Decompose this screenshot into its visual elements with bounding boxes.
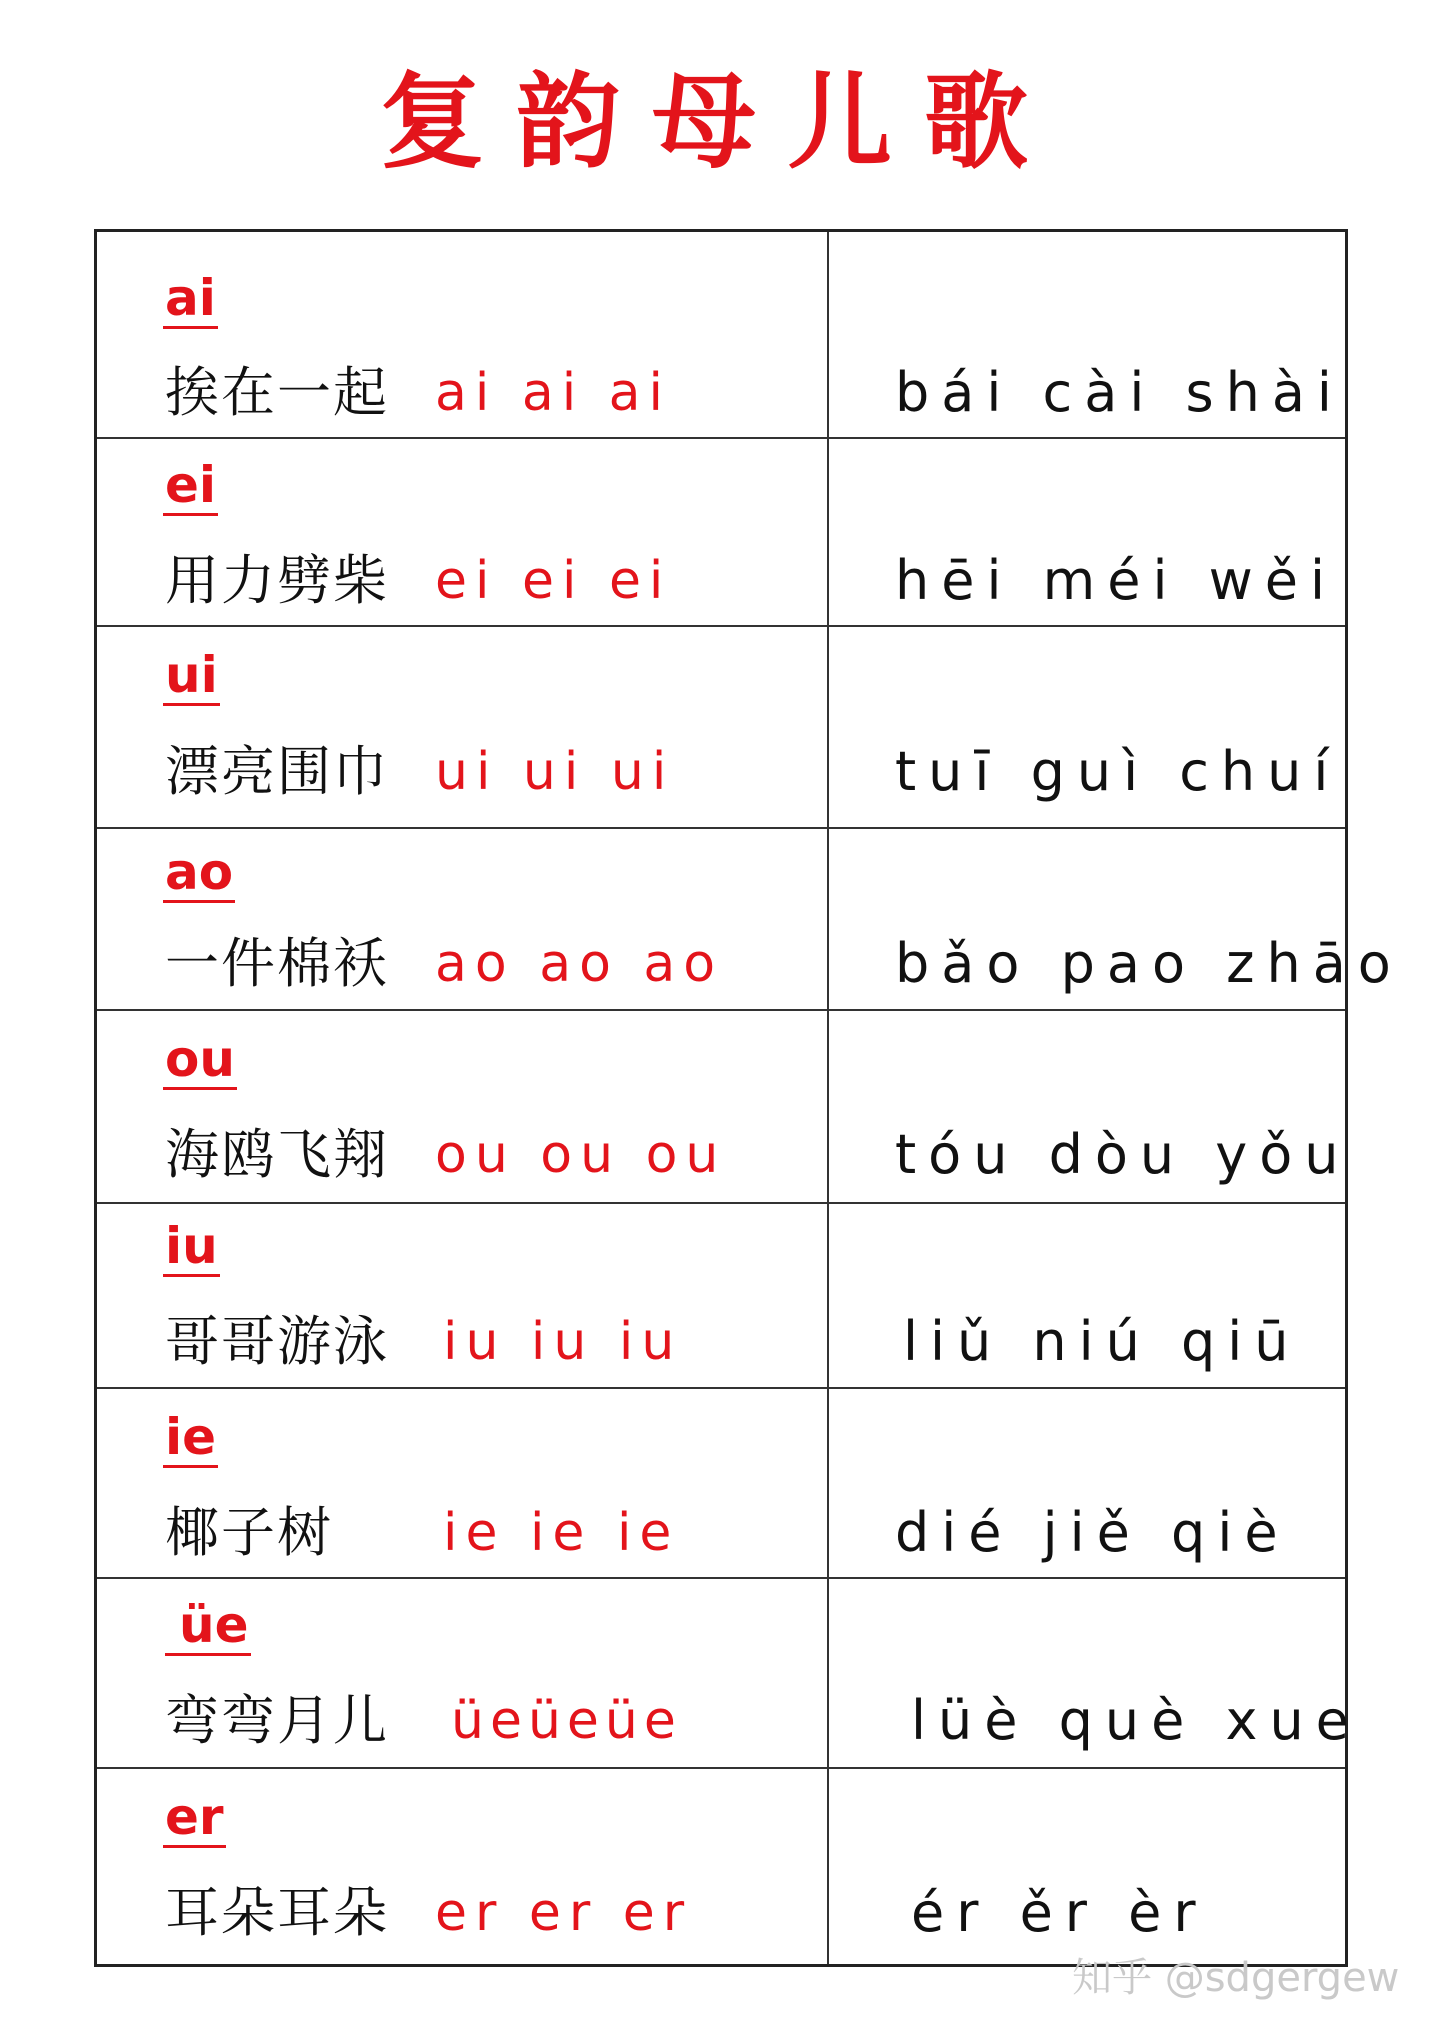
rhyme-label: üe <box>165 1597 251 1656</box>
rhyme-label: ai <box>165 269 216 327</box>
table-row <box>97 1579 1361 1769</box>
rhyme-label: iu <box>165 1217 218 1275</box>
rhyme-label: ou <box>165 1030 235 1088</box>
rhyme-label: ui <box>165 646 218 704</box>
rhyme-repeat: ie ie ie <box>443 1503 680 1563</box>
pinyin-examples: lüè què xue <box>911 1689 1361 1752</box>
chinese-phrase: 海鸥飞翔 <box>165 1123 389 1186</box>
chinese-phrase: 弯弯月儿 <box>165 1689 389 1752</box>
rhyme-repeat: ei ei ei <box>435 551 672 611</box>
pinyin-examples: dié jiě qiè <box>895 1501 1290 1564</box>
rhyme-repeat: ai ai ai <box>435 363 671 423</box>
rhyme-repeat: iu iu iu <box>443 1312 683 1372</box>
rhyme-label: er <box>165 1788 224 1846</box>
table-row <box>97 232 1345 439</box>
pinyin-examples: liǔ niú qiū <box>903 1310 1301 1373</box>
chinese-phrase: 漂亮围巾 <box>165 740 389 803</box>
pinyin-examples: tuī guì chuí <box>895 740 1341 803</box>
pinyin-examples: bǎo pao zhāo <box>895 932 1403 995</box>
rhyme-repeat: ui ui ui <box>435 742 675 802</box>
table-row <box>97 1204 1345 1389</box>
chinese-phrase: 椰子树 <box>165 1501 333 1564</box>
rhyme-table <box>94 229 1403 1967</box>
table-row <box>97 1769 1345 1964</box>
table-row <box>97 439 1345 627</box>
rhyme-repeat: ao ao ao <box>435 934 724 994</box>
pinyin-examples: ér ěr èr <box>911 1881 1208 1944</box>
chinese-phrase: 耳朵耳朵 <box>165 1881 389 1944</box>
pinyin-examples: bái cài shài <box>895 361 1344 424</box>
page-title: 复韵母儿歌 <box>379 60 1060 183</box>
rhyme-repeat: er er er <box>435 1883 693 1943</box>
chinese-phrase: 一件棉袄 <box>165 932 389 995</box>
watermark: 知乎 @sdgergew <box>1072 1955 1400 2001</box>
chinese-phrase: 挨在一起 <box>165 361 389 424</box>
rhyme-label: ao <box>165 843 234 901</box>
rhyme-repeat: üeüeüe <box>451 1691 682 1751</box>
table-row <box>97 1011 1351 1204</box>
table-row <box>97 829 1403 1011</box>
rhyme-repeat: ou ou ou <box>435 1125 727 1185</box>
pinyin-examples: tóu dòu yǒu <box>895 1123 1351 1186</box>
table-row <box>97 1389 1345 1579</box>
rhyme-label: ei <box>165 456 217 514</box>
rhyme-label: ie <box>165 1408 217 1466</box>
chinese-phrase: 用力劈柴 <box>165 549 389 612</box>
chinese-phrase: 哥哥游泳 <box>165 1310 389 1373</box>
pinyin-examples: hēi méi wěi <box>895 549 1337 612</box>
table-row <box>97 627 1345 829</box>
